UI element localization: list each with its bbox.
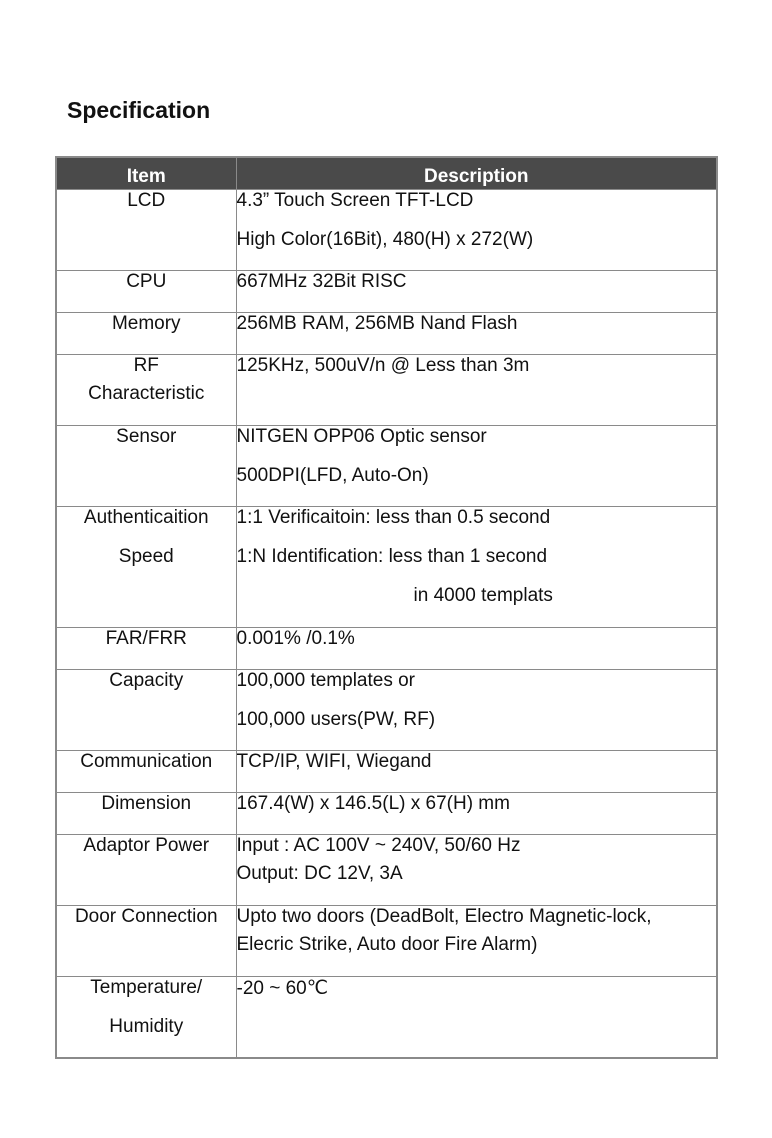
description-cell [236, 426, 717, 507]
column-header-description: Description [236, 157, 717, 190]
table-row-capacity [56, 670, 717, 751]
item-label: CPU [126, 271, 167, 292]
table-row-sensor [56, 426, 717, 507]
item-label: Speed [118, 546, 174, 567]
description-line: 167.4(W) x 146.5(L) x 67(H) mm [236, 793, 510, 814]
table-row-rf [56, 355, 717, 426]
description-line: TCP/IP, WIFI, Wiegand [236, 751, 432, 772]
description-line: 100,000 users(PW, RF) [236, 709, 436, 730]
description-line: NITGEN OPP06 Optic sensor [236, 426, 487, 447]
description-line: 1:1 Verificaitoin: less than 0.5 second [236, 507, 551, 528]
description-line: Input : AC 100V ~ 240V, 50/60 Hz [236, 835, 521, 856]
item-cell [56, 628, 236, 670]
description-line: 0.001% /0.1% [236, 628, 355, 649]
item-label: FAR/FRR [105, 628, 187, 649]
description-cell [236, 313, 717, 355]
description-cell [236, 628, 717, 670]
description-cell [236, 670, 717, 751]
description-line: 4.3” Touch Screen TFT-LCD [236, 190, 474, 211]
description-line: -20 ~ 60℃ [236, 978, 329, 999]
item-label: Memory [111, 313, 181, 334]
item-label: Door Connection [74, 906, 218, 927]
description-line: Upto two doors (DeadBolt, Electro Magnetic-lock, [236, 906, 652, 927]
item-cell [56, 190, 236, 271]
table-row-far-frr [56, 628, 717, 670]
table-row-authentication-speed [56, 507, 717, 628]
description-cell [236, 793, 717, 835]
item-label: Communication [80, 751, 213, 772]
item-cell [56, 751, 236, 793]
item-cell [56, 977, 236, 1058]
description-line: 256MB RAM, 256MB Nand Flash [236, 313, 518, 334]
column-header-item: Item [56, 157, 236, 190]
item-cell [56, 355, 236, 426]
description-cell [236, 355, 717, 426]
item-cell [56, 670, 236, 751]
item-label: Dimension [101, 793, 192, 814]
table-row-adaptor-power [56, 835, 717, 906]
item-label: Authenticaition [83, 507, 209, 528]
description-cell [236, 751, 717, 793]
description-cell [236, 271, 717, 313]
item-cell [56, 835, 236, 906]
description-line: High Color(16Bit), 480(H) x 272(W) [236, 229, 534, 250]
item-label: RF [133, 355, 159, 376]
table-row-cpu [56, 271, 717, 313]
description-line: 125KHz, 500uV/n @ Less than 3m [236, 355, 530, 376]
description-cell [236, 977, 717, 1058]
table-row-lcd [56, 190, 717, 271]
item-label: Characteristic [88, 383, 205, 404]
item-cell [56, 313, 236, 355]
table-row-communication [56, 751, 717, 793]
description-line: 100,000 templates or [236, 670, 416, 691]
description-cell [236, 507, 717, 628]
item-label: Temperature/ [90, 977, 203, 998]
item-cell [56, 271, 236, 313]
table-row-temperature-humidity [56, 977, 717, 1058]
description-line: 667MHz 32Bit RISC [236, 271, 407, 292]
description-line: 500DPI(LFD, Auto-On) [236, 465, 429, 486]
item-cell [56, 507, 236, 628]
item-cell [56, 906, 236, 977]
item-label: LCD [127, 190, 166, 211]
description-cell [236, 835, 717, 906]
item-label: Humidity [109, 1016, 184, 1037]
item-cell [56, 426, 236, 507]
item-label: Adaptor Power [83, 835, 210, 856]
description-line: Elecric Strike, Auto door Fire Alarm) [236, 934, 538, 955]
table-row-dimension [56, 793, 717, 835]
description-cell [236, 906, 717, 977]
description-line: 1:N Identification: less than 1 second [236, 546, 548, 567]
table-header-row [56, 157, 717, 190]
item-label: Capacity [109, 670, 184, 691]
table-row-door-connection [56, 906, 717, 977]
description-line: in 4000 templats [413, 585, 553, 606]
description-line: Output: DC 12V, 3A [236, 863, 403, 884]
item-cell [56, 793, 236, 835]
table-row-memory [56, 313, 717, 355]
specification-table [55, 156, 718, 1059]
item-label: Sensor [116, 426, 177, 447]
page-title: Specification [67, 97, 211, 123]
description-cell [236, 190, 717, 271]
